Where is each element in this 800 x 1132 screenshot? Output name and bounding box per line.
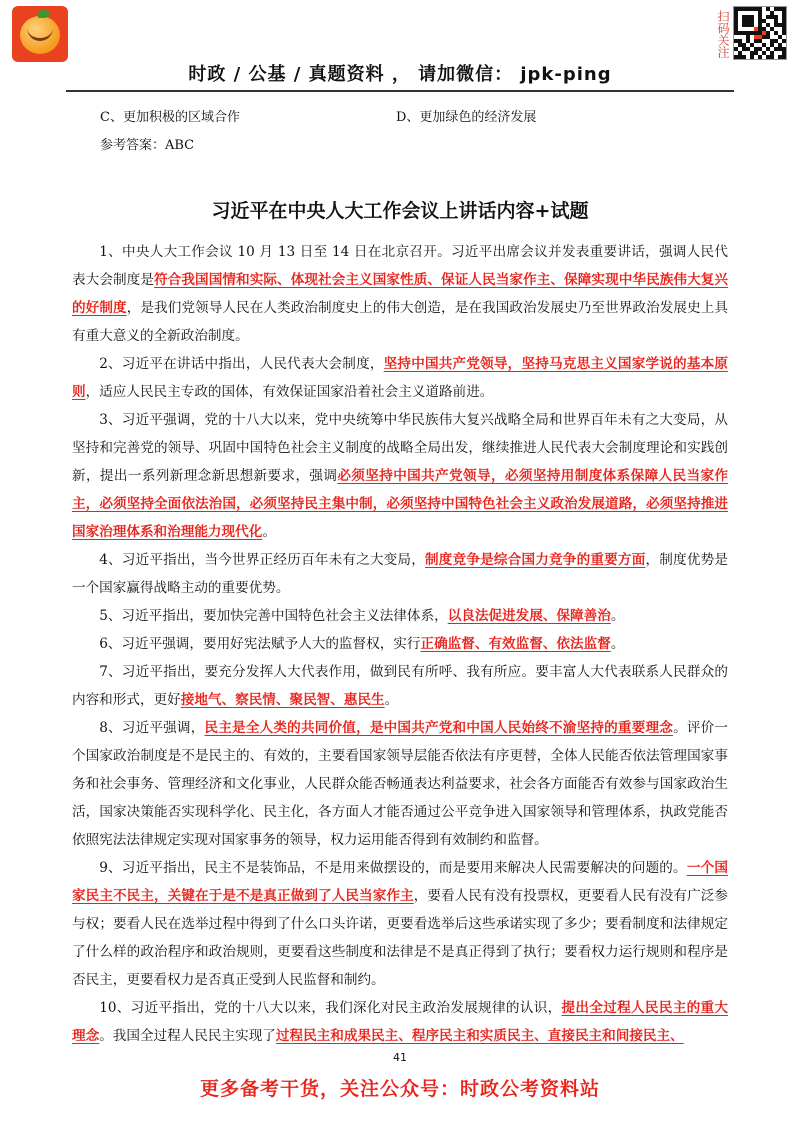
header-divider [66, 90, 734, 92]
paragraph-text: ，制度优势是一个国家赢得战略主动的重要优势。 [72, 552, 728, 596]
paragraph-text: 。我国全过程人民民主实现了 [99, 1028, 276, 1044]
paragraph-text: ，要看人民有没有投票权，更要看人民有没有广泛参与权；要看人民在选举过程中得到了什么口头许诺，更要看选举后这些承诺实现了多少；要看制度和法律规定了什么样的政治程序和政治规则，更要看这些制度和法律是不是真正得到了执行；要看权力运行规则和程序是否民主，更要看权力是否真正受到人民监督和制约。 [72, 888, 729, 988]
highlighted-phrase: 正确监督、有效监督、依法监督 [420, 636, 611, 652]
highlighted-phrase: 以良法促进发展、保障善治 [447, 608, 611, 624]
paragraph-4 [72, 546, 728, 602]
paragraph-text: 8、习近平强调， [99, 720, 205, 736]
highlighted-phrase: 提出全过程人民民主的重大理念 [72, 1000, 729, 1044]
option-c: C、更加积极的区域合作 [100, 110, 240, 125]
scan-to-follow-label: 扫码关注 [716, 10, 730, 58]
paragraph-text: 7、习近平指出，要充分发挥人大代表作用，做到民有所呼、我有所应。要丰富人大代表联系人民群众的内容和形式，更好 [72, 664, 728, 708]
paragraph-2 [72, 350, 728, 406]
option-d: D、更加绿色的经济发展 [396, 110, 537, 125]
paragraph-text: 。 [610, 608, 625, 624]
paragraph-text: 。 [384, 692, 399, 708]
section-title: 习近平在中央人大工作会议上讲话内容+试题 [211, 200, 589, 222]
reference-answer: 参考答案：ABC [100, 138, 195, 153]
highlighted-phrase: 坚持中国共产党领导，坚持马克思主义国家学说的基本原则 [72, 356, 728, 400]
paragraph-text: 4、习近平指出，当今世界正经历百年未有之大变局， [99, 552, 425, 568]
highlighted-phrase: 制度竞争是综合国力竞争的重要方面 [425, 552, 646, 568]
header-banner: 时政 / 公基 / 真题资料 ， 请加微信： jpk-ping [188, 64, 612, 85]
paragraph-text: ，是我们党领导人民在人类政治制度史上的伟大创造，是在我国政治发展史乃至世界政治发展史上具有重大意义的全新政治制度。 [72, 300, 729, 344]
paragraph-7 [72, 658, 728, 714]
highlighted-phrase: 一个国家民主不民主，关键在于是不是真正做到了人民当家作主 [72, 860, 728, 904]
paragraph-text: 1、中央人大工作会议 10 月 13 日至 14 日在北京召开。习近平出席会议并发表重要讲话，强调人民代表大会制度是 [72, 244, 728, 288]
footer-promo: 更多备考干货，关注公众号：时政公考资料站 [199, 1078, 600, 1100]
highlighted-phrase: 接地气、察民情、聚民智、惠民生 [180, 692, 385, 708]
paragraph-5 [72, 602, 728, 630]
paragraph-6 [72, 630, 728, 658]
paragraph-text: 9、习近平指出，民主不是装饰品，不是用来做摆设的，而是要用来解决人民需要解决的问题的。 [99, 860, 687, 876]
orange-mascot-logo [12, 6, 68, 62]
highlighted-phrase: 民主是全人类的共同价值，是中国共产党和中国人民始终不渝坚持的重要理念 [204, 720, 674, 736]
paragraph-text: 5、习近平指出，要加快完善中国特色社会主义法律体系， [99, 608, 448, 624]
highlighted-phrase: 过程民主和成果民主、程序民主和实质民主、直接民主和间接民主、 [275, 1028, 684, 1044]
paragraph-text: 。 [610, 636, 625, 652]
article-body [72, 238, 728, 1050]
paragraph-text: 。评价一个国家政治制度是不是民主的、有效的，主要看国家领导层能否依法有序更替，全体人民能否依法管理国家事务和社会事务、管理经济和文化事业，人民群众能否畅通表达利益要求，社会各方面能否有效参与国家政治生活，国家决策能否实现科学化、民主化，各方面人才能否通过公平竞争进入国家领导和管理体系，执政党能否依照宪法法律规定实现对国家事务的领导，权力运用能否得到有效制约和监督。 [72, 720, 728, 848]
paragraph-3 [72, 406, 728, 546]
highlighted-phrase: 必须坚持中国共产党领导，必须坚持用制度体系保障人民当家作主，必须坚持全面依法治国，必须坚持民主集中制，必须坚持中国特色社会主义政治发展道路，必须坚持推进国家治理体系和治理能力现代化 [72, 468, 728, 540]
paragraph-text: 6、习近平强调，要用好宪法赋予人大的监督权，实行 [99, 636, 421, 652]
paragraph-text: 。 [262, 524, 276, 540]
qr-code-icon[interactable] [733, 6, 787, 60]
paragraph-10 [72, 994, 728, 1050]
paragraph-9 [72, 854, 728, 994]
highlighted-phrase: 符合我国国情和实际、体现社会主义国家性质、保证人民当家作主、保障实现中华民族伟大复兴的好制度 [72, 272, 729, 316]
paragraph-8 [72, 714, 728, 854]
paragraph-1 [72, 238, 728, 350]
paragraph-text: 3、习近平强调，党的十八大以来，党中央统筹中华民族伟大复兴战略全局和世界百年未有之大变局，从坚持和完善党的领导、巩固中国特色社会主义制度的战略全局出发，继续推进人民代表大会制度理论和实践创新，提出一系列新理念新思想新要求，强调 [72, 412, 728, 484]
paragraph-text: 2、习近平在讲话中指出，人民代表大会制度， [99, 356, 384, 372]
paragraph-text: ，适应人民民主专政的国体，有效保证国家沿着社会主义道路前进。 [85, 384, 494, 400]
page-number: 41 [393, 1051, 407, 1064]
paragraph-text: 10、习近平指出，党的十八大以来，我们深化对民主政治发展规律的认识， [99, 1000, 562, 1016]
